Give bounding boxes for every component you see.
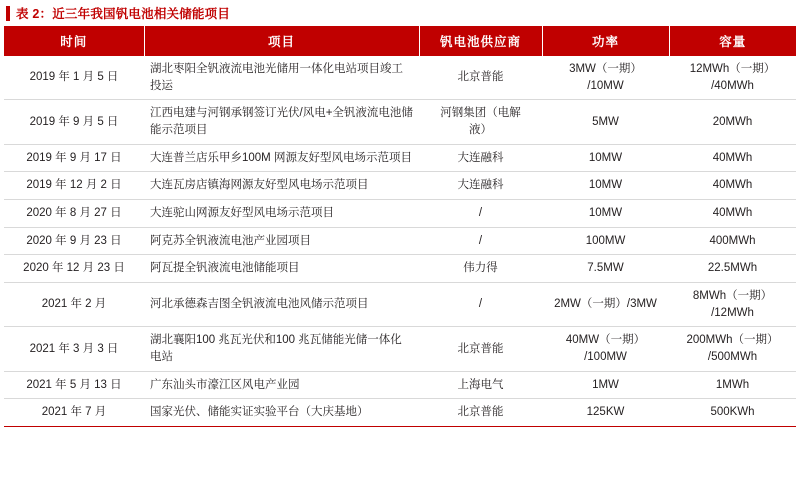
table-header	[4, 26, 796, 56]
cell-power: 2MW（一期）/3MW	[542, 283, 669, 327]
cell-time: 2021 年 5 月 13 日	[4, 371, 144, 399]
cell-capacity-line: 200MWh（一期）	[686, 334, 779, 347]
table-row	[4, 227, 796, 255]
cell-project: 湖北襄阳100 兆瓦光伏和100 兆瓦储能光储一体化电站	[144, 327, 419, 371]
cell-power	[542, 327, 669, 371]
table-row	[4, 255, 796, 283]
cell-power-line: /10MW	[587, 79, 624, 92]
header-project: 项目	[144, 26, 419, 56]
cell-project: 河北承德森吉图全钒液流电池风储示范项目	[144, 283, 419, 327]
table-row	[4, 172, 796, 200]
cell-time: 2021 年 7 月	[4, 399, 144, 427]
cell-time: 2021 年 2 月	[4, 283, 144, 327]
cell-capacity-line: 12MWh（一期）	[689, 63, 776, 75]
cell-time: 2019 年 12 月 2 日	[4, 172, 144, 200]
cell-project: 大连普兰店乐甲乡100M 网源友好型风电场示范项目	[144, 144, 419, 172]
cell-power: 1MW	[542, 371, 669, 399]
cell-time: 2020 年 8 月 27 日	[4, 200, 144, 228]
cell-project: 国家光伏、储能实证实验平台（大庆基地）	[144, 399, 419, 427]
cell-supplier: 伟力得	[419, 255, 542, 283]
cell-time: 2019 年 9 月 17 日	[4, 144, 144, 172]
cell-supplier: 北京普能	[419, 327, 542, 371]
cell-power: 7.5MW	[542, 255, 669, 283]
table-row	[4, 100, 796, 144]
cell-capacity: 1MWh	[669, 371, 796, 399]
caption-label: 表 2：近三年我国钒电池相关储能项目	[16, 7, 231, 21]
cell-time: 2020 年 9 月 23 日	[4, 227, 144, 255]
cell-power-line: 3MW（一期）	[569, 63, 642, 75]
cell-capacity: 40MWh	[669, 172, 796, 200]
cell-supplier: 上海电气	[419, 371, 542, 399]
table-row	[4, 56, 796, 100]
cell-capacity	[669, 283, 796, 327]
cell-power	[542, 56, 669, 100]
header-power: 功率	[542, 26, 669, 56]
cell-supplier: 大连融科	[419, 144, 542, 172]
cell-supplier: /	[419, 283, 542, 327]
cell-project: 大连瓦房店镇海网源友好型风电场示范项目	[144, 172, 419, 200]
cell-supplier-line: 液）	[469, 124, 492, 137]
cell-time: 2020 年 12 月 23 日	[4, 255, 144, 283]
cell-power: 100MW	[542, 227, 669, 255]
cell-capacity: 400MWh	[669, 227, 796, 255]
cell-capacity: 22.5MWh	[669, 255, 796, 283]
cell-supplier: 大连融科	[419, 172, 542, 200]
cell-capacity-line: 8MWh（一期）	[692, 290, 773, 303]
table-row	[4, 371, 796, 399]
cell-capacity: 500KWh	[669, 399, 796, 427]
cell-project: 大连驼山网源友好型风电场示范项目	[144, 200, 419, 228]
cell-capacity: 40MWh	[669, 200, 796, 228]
cell-project: 江西电建与河钢承钢签订光伏/风电+全钒液流电池储能示范项目	[144, 100, 419, 144]
header-supplier: 钒电池供应商	[419, 26, 542, 56]
cell-power: 5MW	[542, 100, 669, 144]
cell-capacity-line: /40MWh	[711, 79, 754, 92]
cell-power-line: 40MW（一期）	[565, 334, 646, 347]
cell-time: 2019 年 9 月 5 日	[4, 100, 144, 144]
cell-project: 广东汕头市濠江区风电产业园	[144, 371, 419, 399]
cell-power-line: /100MW	[584, 351, 627, 364]
cell-power: 10MW	[542, 144, 669, 172]
cell-supplier: 北京普能	[419, 399, 542, 427]
table-caption	[0, 0, 800, 26]
header-capacity: 容量	[669, 26, 796, 56]
cell-capacity-line: /12MWh	[711, 306, 754, 319]
cell-capacity-line: /500MWh	[707, 351, 758, 364]
cell-project: 阿克苏全钒液流电池产业园项目	[144, 227, 419, 255]
cell-capacity: 20MWh	[669, 100, 796, 144]
cell-supplier-line: 河钢集团（电解	[440, 107, 521, 120]
vanadium-projects-table	[4, 26, 796, 427]
cell-time: 2019 年 1 月 5 日	[4, 56, 144, 100]
cell-project: 阿瓦提全钒液流电池储能项目	[144, 255, 419, 283]
cell-capacity	[669, 56, 796, 100]
cell-power: 10MW	[542, 172, 669, 200]
cell-time: 2021 年 3 月 3 日	[4, 327, 144, 371]
cell-capacity	[669, 327, 796, 371]
caption-accent-bar	[6, 6, 10, 21]
cell-power: 125KW	[542, 399, 669, 427]
header-time: 时间	[4, 26, 144, 56]
table-body	[4, 56, 796, 427]
cell-supplier: 北京普能	[419, 56, 542, 100]
table-row	[4, 399, 796, 427]
header-row	[4, 26, 796, 56]
cell-power: 10MW	[542, 200, 669, 228]
cell-capacity: 40MWh	[669, 144, 796, 172]
cell-supplier	[419, 100, 542, 144]
cell-supplier: /	[419, 227, 542, 255]
cell-supplier: /	[419, 200, 542, 228]
table-row	[4, 283, 796, 327]
cell-project: 湖北枣阳全钒液流电池光储用一体化电站项目竣工投运	[144, 56, 419, 100]
table-row	[4, 200, 796, 228]
table-row	[4, 327, 796, 371]
table-row	[4, 144, 796, 172]
